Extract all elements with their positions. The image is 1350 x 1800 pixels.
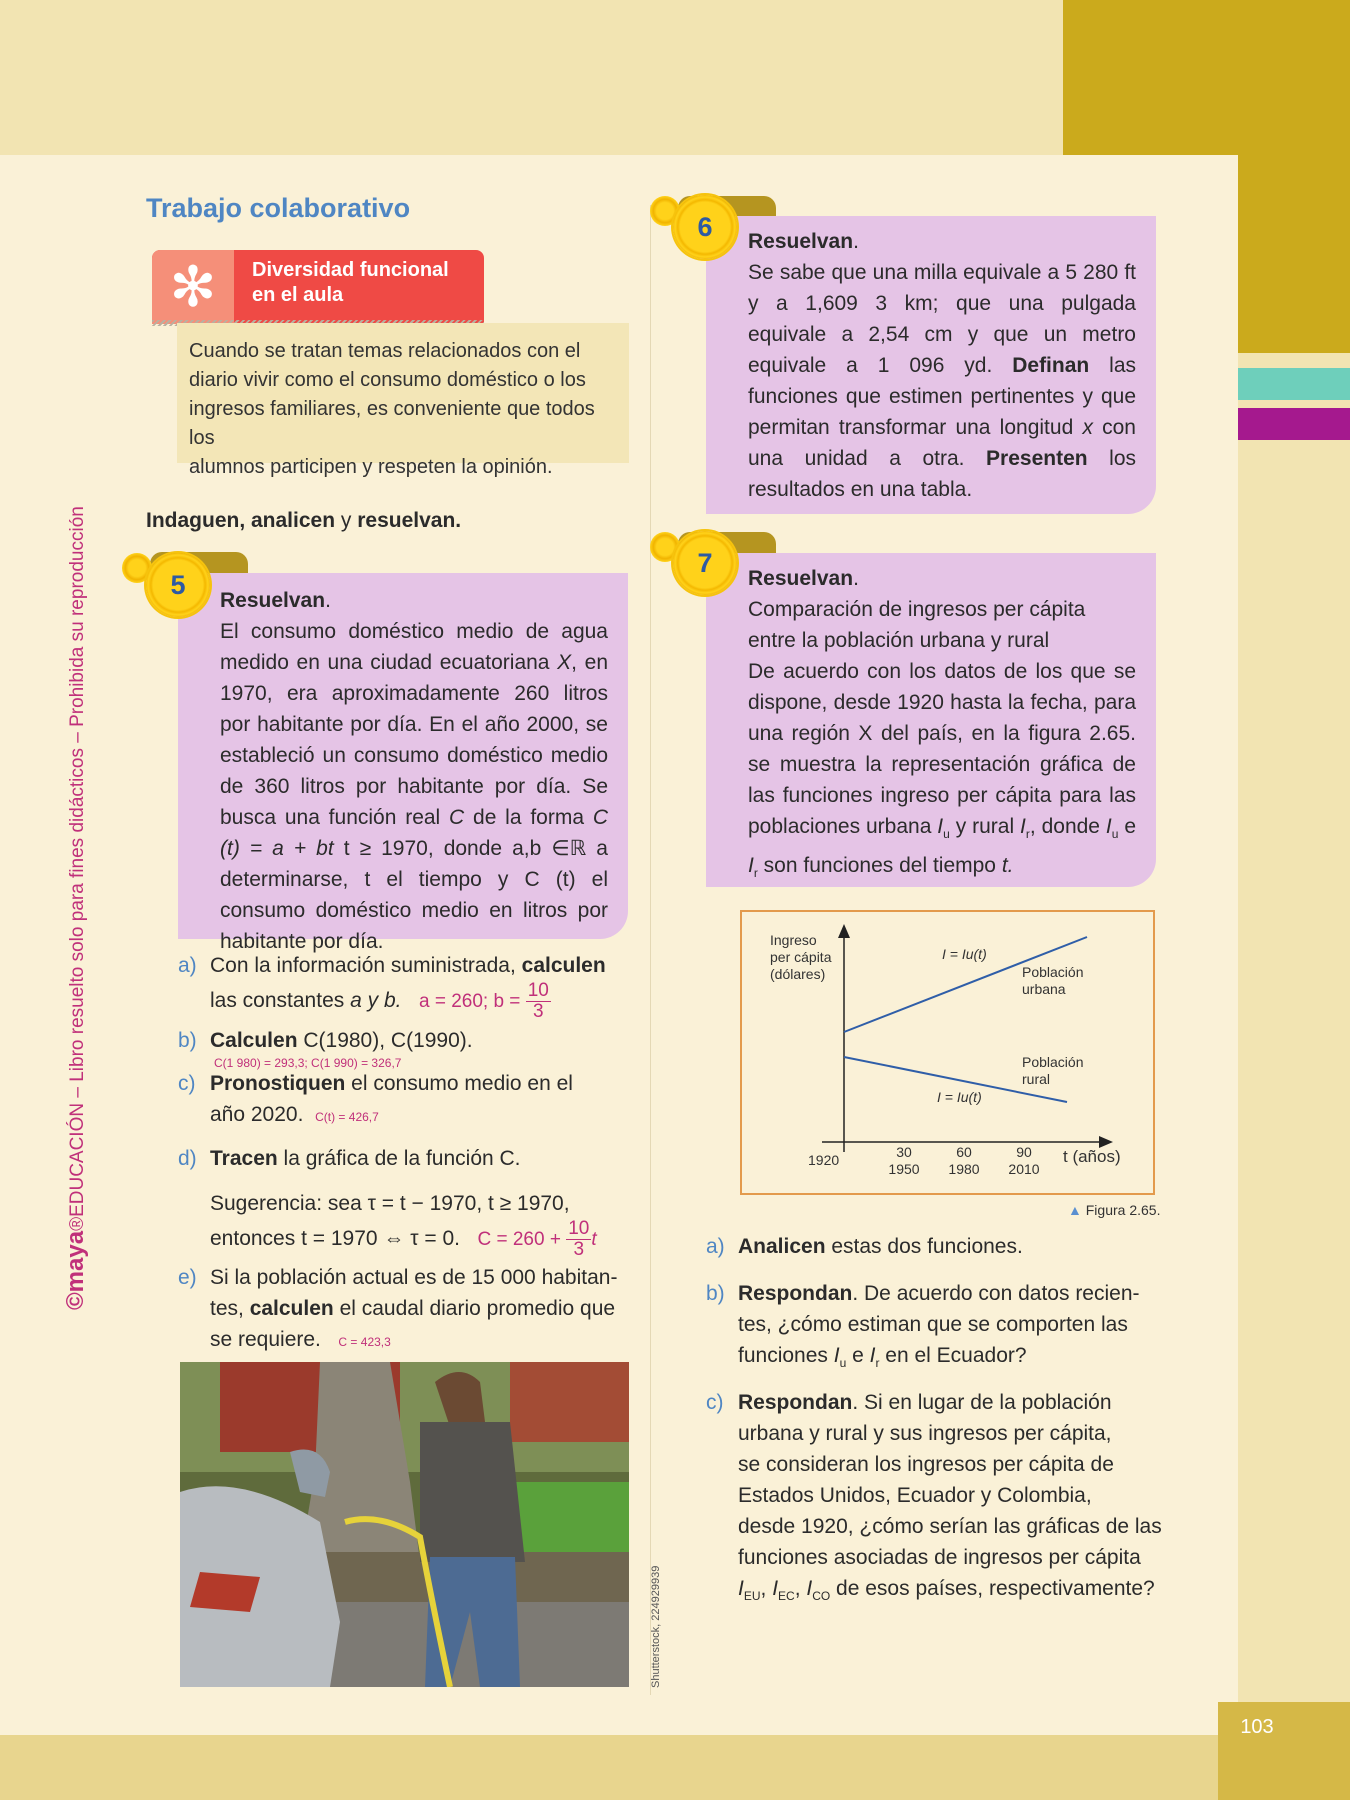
urban-label-2: urbana (1022, 981, 1066, 997)
rural-function-label: I = Iu(t) (937, 1089, 982, 1105)
problem7-heading: Resuelvan (748, 567, 854, 590)
answer-5d: C = 260 + (477, 1229, 567, 1251)
brand-name: ©maya (62, 1230, 89, 1310)
diversity-title: Diversidad funcional en el aula (252, 259, 449, 306)
instruction-line: Indaguen, analicen y resuelvan. (146, 509, 462, 532)
problem5-number: 5 (146, 553, 210, 617)
suggestion-5d: Sugerencia: sea τ = t − 1970, t ≥ 1970, entonces t = 1970 ⇔ τ = 0. C = 260 + $\frac{10}{3}$ t (210, 1192, 597, 1260)
column-divider (650, 205, 651, 1695)
answer-5e: C = 423,3 (338, 1335, 391, 1349)
urban-function-label: I = Iu(t) (942, 946, 987, 962)
side-magenta-tab (1238, 408, 1350, 440)
y-axis-arrow (838, 924, 850, 938)
problem7-subtitle: Comparación de ingresos per cápita entre la población urbana y rural (748, 598, 1086, 652)
photo-credit: Shutterstock, 224929939 (650, 1565, 662, 1688)
y-label-3: (dólares) (770, 966, 826, 982)
y-label-2: per cápita (770, 949, 832, 965)
car-washing-photo (180, 1362, 629, 1687)
bottom-band (0, 1735, 1350, 1800)
figure-2-65 (740, 910, 1155, 1195)
urban-label-1: Población (1022, 964, 1084, 980)
problem7-text: De acuerdo con los datos de los que se dispone, desde 1920 hasta la fecha, para una región X del país, en la figura 2.65. se muestra la representación gráfica de las funciones ingreso per cápita para las poblaciones urbana $I_u$ y rural $I_r$, donde $I_u$ e $I_r$ son funciones del tiempo t. (748, 660, 1136, 881)
problem6-number: 6 (673, 195, 737, 259)
question-5a: a) Con la información suministrada, calculen las constantes a y b. a = 260; b = $\frac{10}{3}$ (178, 954, 606, 1022)
question-7c: c) Respondan. Si en lugar de la población urbana y rural y sus ingresos per cápita, se consideran los ingresos per cápita de Estados Unidos, Ecuador y Colombia, desde 1920, ¿cómo serían las gráficas de las funciones asociadas de ingresos per cápita $I_{EU}$, $I_{EC}$, $I_{CO}$ de esos países, respectivamente? (706, 1391, 1162, 1604)
question-7a: a) Analicen estas dos funciones. (706, 1235, 1023, 1258)
question-5c: c) Pronostiquen el consumo medio en el año 2020. C(t) = 426,7 (178, 1072, 573, 1126)
x-tick-30: 30 (896, 1144, 912, 1160)
problem5-heading: Resuelvan (220, 589, 326, 612)
corner-gold-block (1063, 0, 1350, 155)
problem5-box: Resuelvan. El consumo doméstico medio de agua medido en una ciudad ecuatoriana X, en 1970, era aproximadamente 260 litros por habitante por día. En el año 2000, se estableció un consumo doméstico medio de 360 litros por habitante por día. Se busca una función real C de la forma C (t) = a + bt t ≥ 1970, donde a,b ∈ℝ a determinarse, t el tiempo y C (t) el consumo doméstico medio en litros por habitante por día. (178, 573, 628, 939)
x-tick-1980: 1980 (948, 1161, 980, 1177)
page-number: 103 (1240, 1716, 1274, 1738)
figure-caption: ▲ Figura 2.65. (1068, 1202, 1161, 1218)
section-title: Trabajo colaborativo (146, 193, 411, 223)
problem6-box: Resuelvan. Se sabe que una milla equivale a 5 280 ft y a 1,609 3 km; que una pulgada equivale a 2,54 cm y que un metro equivale a 1 096 yd. Definan las funciones que estimen pertinentes y que permitan transformar una longitud x con una unidad a otra. Presenten los resultados en una tabla. (706, 216, 1156, 514)
x-origin-label: 1920 (808, 1152, 840, 1168)
question-7b: b) Respondan. De acuerdo con datos recien- tes, ¿cómo estiman que se comporten las funciones $I_u$ e $I_r$ en el Ecuador? (706, 1282, 1140, 1371)
problem6-heading: Resuelvan (748, 230, 854, 253)
rural-label-2: rural (1022, 1071, 1051, 1087)
problem6-text: Se sabe que una milla equivale a 5 280 ft y a 1,609 3 km; que una pulgada equivale a 2,54 cm y que un metro equivale a 1 096 yd. Definan las funciones que estimen pertinentes y que permitan transformar una longitud x con una unidad a otra. Presenten los resultados en una tabla. (748, 261, 1136, 501)
y-label-1: Ingreso (770, 932, 817, 948)
x-tick-60: 60 (956, 1144, 972, 1160)
x-tick-1950: 1950 (888, 1161, 920, 1177)
side-teal-tab (1238, 368, 1350, 400)
question-5e: e) Si la población actual es de 15 000 habitan- tes, calculen el caudal diario promedio que se requiere. C = 423,3 (178, 1266, 618, 1351)
rural-label-1: Población (1022, 1054, 1084, 1070)
answer-5c: C(t) = 426,7 (315, 1110, 379, 1124)
question-5d: d) Tracen la gráfica de la función C. (178, 1147, 521, 1170)
x-axis-label: t (años) (1063, 1147, 1121, 1166)
copyright-text: ®EDUCACIÓN – Libro resuelto solo para fines didácticos – Prohibida su reproducción (67, 506, 88, 1231)
problem5-text: El consumo doméstico medio de agua medido en una ciudad ecuatoriana X, en 1970, era aproximadamente 260 litros por habitante por día. En el año 2000, se estableció un consumo doméstico medio de 360 litros por habitante por día. Se busca una función real C de la forma C (t) = a + bt t ≥ 1970, donde a,b ∈ℝ a determinarse, t el tiempo y C (t) el consumo doméstico medio en litros por habitante por día. (220, 620, 608, 953)
question-5b: b) Calculen C(1980), C(1990). C(1 980) = 293,3; C(1 990) = 326,7 (178, 1025, 638, 1079)
answer-5a: a = 260; b = (418, 991, 526, 1013)
problem7-number: 7 (673, 531, 737, 595)
triangle-icon: ▲ (1068, 1202, 1082, 1218)
x-tick-90: 90 (1016, 1144, 1032, 1160)
x-tick-2010: 2010 (1008, 1161, 1040, 1177)
side-gold-tab (1238, 155, 1350, 353)
diversity-body: Cuando se tratan temas relacionados con el diario vivir como el consumo doméstico o los ingresos familiares, es conveniente que todos los alumnos participen y respeten la opinión. (177, 323, 629, 463)
copyright-sidebar (62, 480, 90, 1310)
answer-5b: C(1 980) = 293,3; C(1 990) = 326,7 (214, 1056, 402, 1070)
problem7-box: Resuelvan. Comparación de ingresos per cápita entre la población urbana y rural De acuerdo con los datos de los que se dispone, desde 1920 hasta la fecha, para una región X del país, en la figura 2.65. se muestra la representación gráfica de las funciones ingreso per cápita para las poblaciones urbana $I_u$ y rural $I_r$, donde $I_u$ e $I_r$ son funciones del tiempo t. (706, 553, 1156, 887)
asterisk-icon: ✻ (152, 250, 234, 324)
